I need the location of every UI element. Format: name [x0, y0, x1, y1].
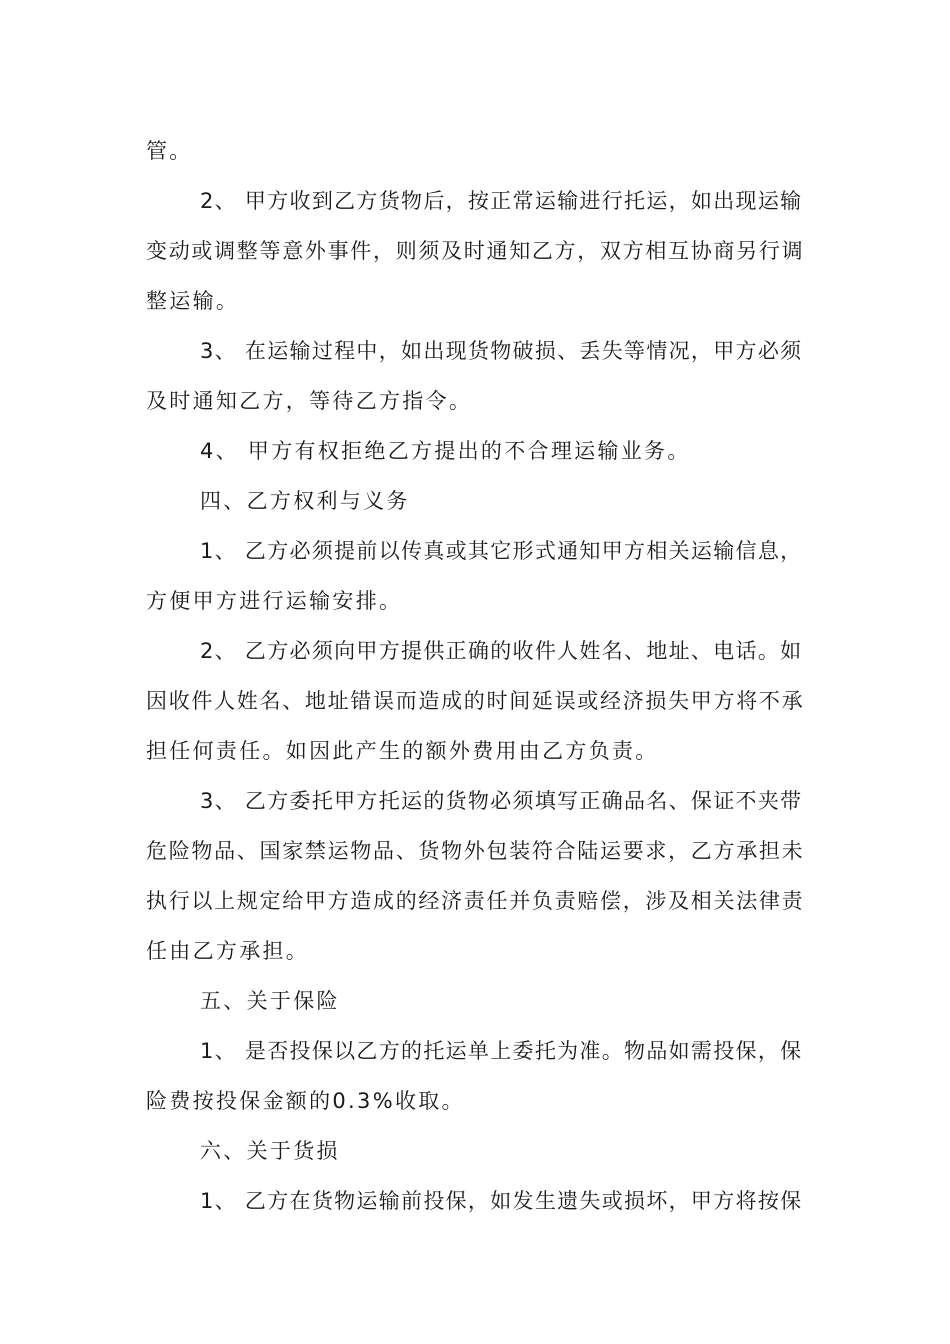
text-line: 变动或调整等意外事件，则须及时通知乙方，双方相互协商另行调: [146, 239, 805, 263]
text-line: 1、 是否投保以乙方的托运单上委托为准。物品如需投保，保: [200, 1039, 803, 1063]
text-line: 3、 乙方委托甲方托运的货物必须填写正确品名、保证不夹带: [200, 789, 803, 813]
section-heading: 四、乙方权利与义务: [200, 489, 410, 513]
text-line: 整运输。: [146, 289, 240, 313]
text-line: 担任何责任。如因此产生的额外费用由乙方负责。: [146, 739, 659, 763]
section-heading: 五、关于保险: [200, 989, 340, 1013]
text-line: 2、 甲方收到乙方货物后，按正常运输进行托运，如出现运输: [200, 189, 803, 213]
text-line: 执行以上规定给甲方造成的经济责任并负责赔偿，涉及相关法律责: [146, 889, 805, 913]
text-line: 任由乙方承担。: [146, 939, 310, 963]
text-line: 管。: [146, 139, 193, 163]
text-line: 1、 乙方必须提前以传真或其它形式通知甲方相关运输信息，: [200, 539, 803, 563]
text-line: 3、 在运输过程中，如出现货物破损、丢失等情况，甲方必须: [200, 339, 803, 363]
text-line: 险费按投保金额的0.3%收取。: [146, 1089, 465, 1113]
text-line: 2、 乙方必须向甲方提供正确的收件人姓名、地址、电话。如: [200, 639, 803, 663]
text-line: 1、 乙方在货物运输前投保，如发生遗失或损坏，甲方将按保: [200, 1189, 803, 1213]
text-line: 因收件人姓名、地址错误而造成的时间延误或经济损失甲方将不承: [146, 689, 805, 713]
text-line: 方便甲方进行运输安排。: [146, 589, 403, 613]
text-line: 危险物品、国家禁运物品、货物外包装符合陆运要求，乙方承担未: [146, 839, 805, 863]
text-line: 及时通知乙方，等待乙方指令。: [146, 389, 473, 413]
section-heading: 六、关于货损: [200, 1139, 340, 1163]
text-line: 4、 甲方有权拒绝乙方提出的不合理运输业务。: [200, 439, 691, 463]
